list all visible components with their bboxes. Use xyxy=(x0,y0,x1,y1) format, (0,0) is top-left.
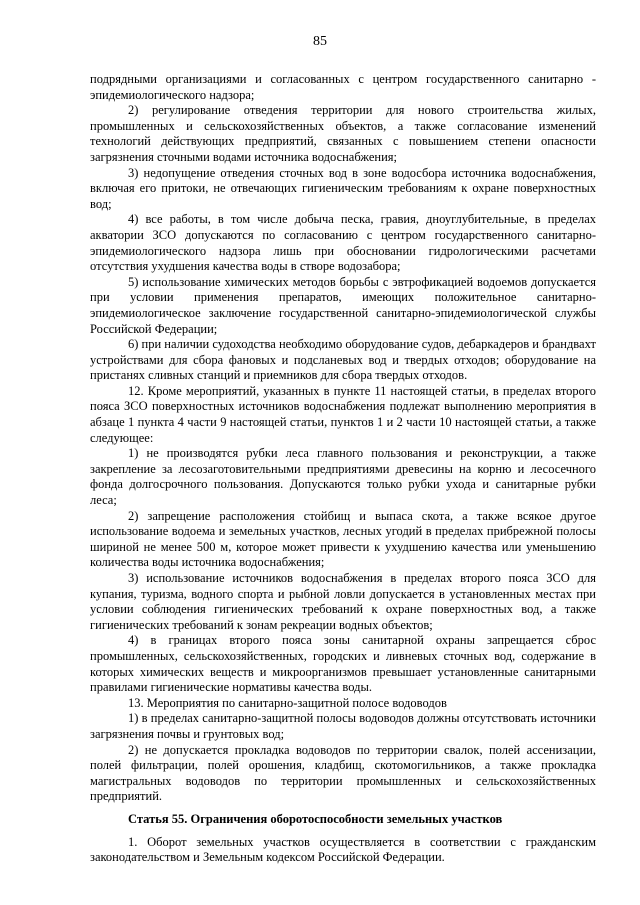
paragraph: 2) запрещение расположения стойбищ и выпаса скота, а также всякое другое использование водоема и земельных участков, лесных угодий в пределах прибрежной полосы шириной не менее 500 м, которое может привести к ухудшению качества или уменьшению количества воды источника водоснабжения; xyxy=(90,508,596,570)
paragraph: 3) использование источников водоснабжения в пределах второго пояса ЗСО для купания, туризма, водного спорта и рыбной ловли допускается в установленных местах при условии соблюдения гигиенических требований к охране поверхностных вод, а также гигиенических требований к зонам рекреации водных объектов; xyxy=(90,571,596,632)
paragraph: 5) использование химических методов борьбы с эвтрофикацией водоемов допускается при условии применения препаратов, имеющих положительное санитарно-эпидемиологическое заключение государственной санитарно-эпидемиологической службы Российской Федерации; xyxy=(90,274,596,336)
document-body xyxy=(90,72,596,866)
paragraph: подрядными организациями и согласованных с центром государственного санитарно - эпидемиологического надзора; xyxy=(90,72,596,102)
paragraph: 4) в границах второго пояса зоны санитарной охраны запрещается сброс промышленных, сельскохозяйственных, городских и ливневых сточных вод, содержание в которых химических веществ и микроорганизмов превышает установленные санитарными правилами гигиенические нормативы качества воды. xyxy=(90,633,596,695)
paragraph: 2) не допускается прокладка водоводов по территории свалок, полей ассенизации, полей фильтрации, полей орошения, кладбищ, скотомогильников, а также прокладка магистральных водоводов по территории промышленных и сельскохозяйственных предприятий. xyxy=(90,742,596,804)
paragraph: 1. Оборот земельных участков осуществляется в соответствии с гражданским законодательством и Земельным кодексом Российской Федерации. xyxy=(90,834,596,865)
paragraph: 4) все работы, в том числе добыча песка, гравия, дноуглубительные, в пределах акватории ЗСО допускаются по согласованию с центром государственного санитарно-эпидемиологического надзора лишь при обосновании гидрологическими расчетами отсутствия ухудшения качества воды в створе водозабора; xyxy=(90,212,596,274)
article-heading: Статья 55. Ограничения оборотоспособности земельных участков xyxy=(128,811,503,826)
paragraph: 1) не производятся рубки леса главного пользования и реконструкции, а также закрепление за лесозаготовительными предприятиями древесины на корню и лесосечного фонда долгосрочного пользования. Допускаются только рубки ухода и санитарные рубки леса; xyxy=(90,446,596,508)
page-number: 85 xyxy=(313,34,327,49)
paragraph: 6) при наличии судоходства необходимо оборудование судов, дебаркадеров и брандвахт устройствами для сбора фановых и подсланевых вод и твердых отходов; оборудование на пристанях сливных станций и приемников для сбора твердых отходов. xyxy=(90,337,596,383)
paragraph: 3) недопущение отведения сточных вод в зоне водосбора источника водоснабжения, включая его притоки, не отвечающих гигиеническим требованиям к охране поверхностных вод; xyxy=(90,165,596,211)
paragraph: 12. Кроме мероприятий, указанных в пункте 11 настоящей статьи, в пределах второго пояса ЗСО поверхностных источников водоснабжения подлежат выполнению мероприятия в абзаце 1 пункта 4 части 9 настоящей статьи, пунктов 1 и 2 части 10 настоящей статьи, а также следующее: xyxy=(90,383,596,445)
paragraph: 2) регулирование отведения территории для нового строительства жилых, промышленных и сельскохозяйственных объектов, а также согласование изменений технологий действующих предприятий, связанных с повышением степени опасности загрязнения сточными водами источника водоснабжения; xyxy=(90,103,596,164)
paragraph: 1) в пределах санитарно-защитной полосы водоводов должны отсутствовать источники загрязнения почвы и грунтовых вод; xyxy=(90,711,596,741)
paragraph: 13. Мероприятия по санитарно-защитной полосе водоводов xyxy=(128,695,447,710)
